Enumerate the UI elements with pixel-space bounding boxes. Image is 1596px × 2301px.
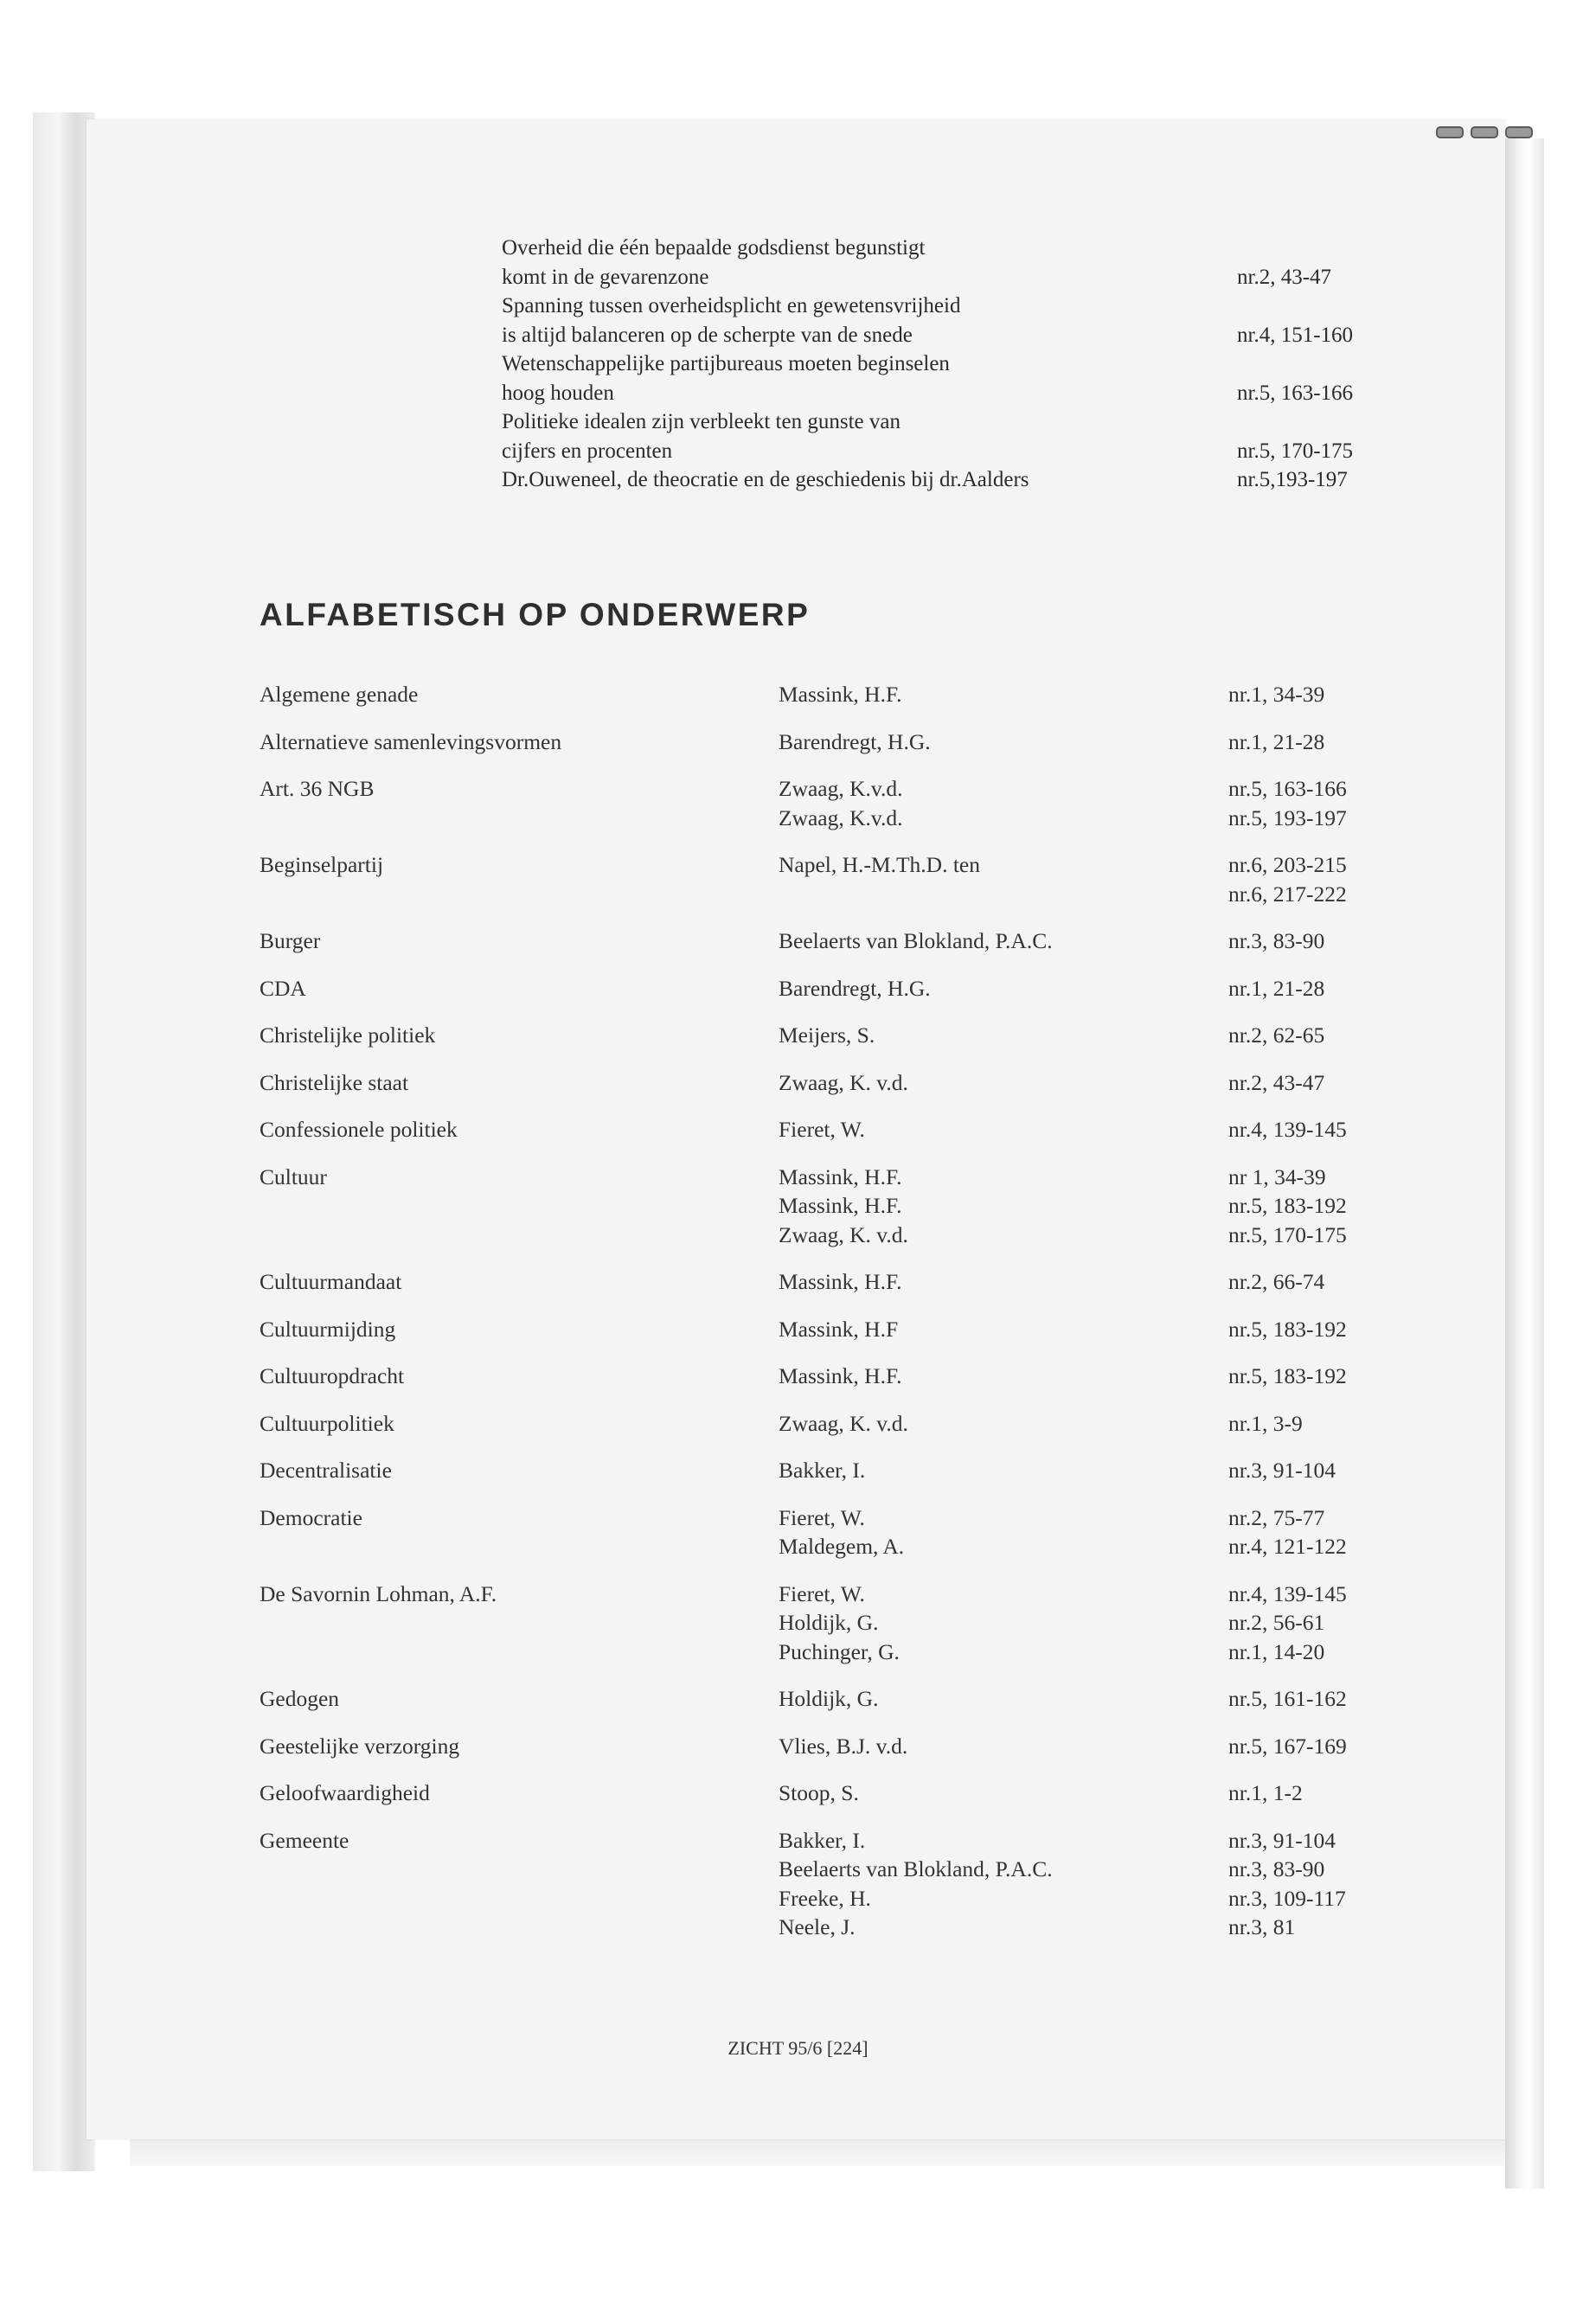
- index-entry: [260, 974, 1384, 1003]
- entry-author: Holdijk, G.: [779, 1686, 879, 1711]
- entry-refs: [1228, 1456, 1384, 1485]
- index-entry: [260, 1163, 1384, 1250]
- entry-refs: [1228, 1580, 1384, 1667]
- intro-row: [502, 349, 1384, 379]
- index-entry: [260, 1068, 1384, 1098]
- entry-ref: nr.5, 183-192: [1228, 1316, 1347, 1342]
- entry-authors: [779, 1684, 1228, 1714]
- entry-ref: nr.2, 56-61: [1228, 1610, 1325, 1635]
- entry-ref: nr.3, 91-104: [1228, 1458, 1336, 1483]
- intro-ref: [1237, 292, 1384, 321]
- entry-authors: [779, 1580, 1228, 1667]
- intro-row: [502, 234, 1384, 263]
- index-entry: [260, 1409, 1384, 1439]
- entry-subject: Cultuurpolitiek: [260, 1410, 394, 1436]
- index-entry: [260, 1267, 1384, 1297]
- entry-subject: Gedogen: [260, 1686, 340, 1711]
- entry-refs: [1228, 1409, 1384, 1439]
- entry-author: Vlies, B.J. v.d.: [779, 1733, 908, 1759]
- entry-refs: [1228, 1163, 1384, 1250]
- intro-row: [502, 292, 1384, 321]
- entry-authors: [779, 1115, 1228, 1144]
- intro-title-line: Overheid die één bepaalde godsdienst begunstigt: [502, 236, 926, 260]
- entry-subject: Decentralisatie: [260, 1458, 392, 1483]
- entry-ref: nr.4, 139-145: [1228, 1117, 1347, 1142]
- intro-ref: [1237, 234, 1384, 263]
- entry-author: Neele, J.: [779, 1914, 856, 1939]
- entry-subject: Gemeente: [260, 1827, 349, 1853]
- entry-author: Fieret, W.: [779, 1504, 865, 1530]
- entry-refs: [1228, 1684, 1384, 1714]
- section-heading: ALFABETISCH OP ONDERWERP: [260, 597, 811, 632]
- entry-author: Bakker, I.: [779, 1827, 866, 1853]
- intro-title-line: Politieke idealen zijn verbleekt ten gunste van: [502, 410, 901, 433]
- entry-author: Massink, H.F.: [779, 1363, 902, 1388]
- entry-ref: nr.4, 139-145: [1228, 1580, 1347, 1606]
- entry-author: Massink, H.F.: [779, 1163, 902, 1189]
- intro-title-line: komt in de gevarenzone: [502, 265, 709, 289]
- entry-ref: nr.6, 217-222: [1228, 881, 1347, 907]
- entry-subject: Cultuur: [260, 1163, 327, 1189]
- entry-authors: [779, 926, 1228, 956]
- entry-authors: [779, 1456, 1228, 1485]
- intro-ref: [1237, 407, 1384, 437]
- intro-title-line: cijfers en procenten: [502, 439, 673, 463]
- entry-authors: [779, 1021, 1228, 1050]
- entry-subject: Christelijke staat: [260, 1069, 409, 1095]
- intro-row: [502, 407, 1384, 437]
- entry-author: Barendregt, H.G.: [779, 728, 931, 754]
- intro-ref: nr.2, 43-47: [1237, 265, 1332, 289]
- index-entry: [260, 727, 1384, 757]
- index-entry: [260, 1826, 1384, 1942]
- entry-refs: [1228, 1779, 1384, 1808]
- entry-authors: [779, 1503, 1228, 1561]
- intro-list: [502, 234, 1384, 495]
- entry-authors: [779, 774, 1228, 832]
- entry-authors: [779, 727, 1228, 757]
- entry-authors: [779, 1267, 1228, 1297]
- entry-subject: Geloofwaardigheid: [260, 1780, 430, 1805]
- entry-author: Beelaerts van Blokland, P.A.C.: [779, 928, 1053, 953]
- entry-refs: [1228, 1503, 1384, 1561]
- entry-subject: Art. 36 NGB: [260, 776, 375, 801]
- intro-row: [502, 263, 1384, 292]
- entry-authors: [779, 1163, 1228, 1250]
- entry-subject: Christelijke politiek: [260, 1022, 436, 1048]
- entry-author: Holdijk, G.: [779, 1610, 879, 1635]
- entry-subject: Beginselpartij: [260, 852, 384, 877]
- intro-row: [502, 437, 1384, 466]
- index-entry: [260, 1503, 1384, 1561]
- page-footer: ZICHT 95/6 [224]: [727, 2037, 869, 2059]
- index-entry: [260, 1315, 1384, 1344]
- entry-subject: Confessionele politiek: [260, 1117, 458, 1142]
- page-stack-bottom-edge: [130, 2137, 1540, 2166]
- entry-authors: [779, 1779, 1228, 1808]
- entry-author: Napel, H.-M.Th.D. ten: [779, 852, 980, 877]
- entry-refs: [1228, 1021, 1384, 1050]
- intro-title-line: hoog houden: [502, 381, 614, 405]
- entry-ref: nr.5, 183-192: [1228, 1363, 1347, 1388]
- entry-refs: [1228, 850, 1384, 908]
- entry-author: Fieret, W.: [779, 1117, 865, 1142]
- index-entry: [260, 774, 1384, 832]
- entry-ref: nr.4, 121-122: [1228, 1534, 1347, 1559]
- entry-refs: [1228, 1315, 1384, 1344]
- entry-authors: [779, 850, 1228, 908]
- entry-ref: nr.1, 34-39: [1228, 682, 1325, 707]
- entry-author: Zwaag, K. v.d.: [779, 1069, 908, 1095]
- entry-refs: [1228, 1362, 1384, 1391]
- entry-author: Meijers, S.: [779, 1022, 875, 1048]
- entry-authors: [779, 1409, 1228, 1439]
- entry-authors: [779, 1826, 1228, 1942]
- entry-ref: nr.5, 163-166: [1228, 776, 1347, 801]
- entry-subject: Cultuurmijding: [260, 1316, 396, 1342]
- entry-author: Massink, H.F.: [779, 1269, 902, 1294]
- entry-author: Zwaag, K.v.d.: [779, 776, 903, 801]
- intro-row: [502, 465, 1384, 495]
- index-entry: [260, 1021, 1384, 1050]
- entry-subject: CDA: [260, 975, 306, 1001]
- index-entry: [260, 680, 1384, 709]
- entry-authors: [779, 1068, 1228, 1098]
- entry-author: Stoop, S.: [779, 1780, 859, 1805]
- entry-refs: [1228, 1826, 1384, 1942]
- entry-refs: [1228, 974, 1384, 1003]
- entry-ref: nr.2, 43-47: [1228, 1069, 1325, 1095]
- entry-author: Zwaag, K. v.d.: [779, 1410, 908, 1436]
- entry-authors: [779, 1732, 1228, 1761]
- intro-row: [502, 321, 1384, 350]
- entry-refs: [1228, 680, 1384, 709]
- entry-ref: nr.1, 3-9: [1228, 1410, 1303, 1436]
- intro-title-line: Wetenschappelijke partijbureaus moeten beginselen: [502, 352, 950, 375]
- entry-authors: [779, 680, 1228, 709]
- entry-ref: nr.1, 14-20: [1228, 1638, 1325, 1664]
- entry-author: Barendregt, H.G.: [779, 975, 931, 1001]
- entry-author: Zwaag, K. v.d.: [779, 1221, 908, 1247]
- binder-clip: [1436, 126, 1540, 138]
- entry-subject: Burger: [260, 928, 321, 953]
- entry-authors: [779, 1362, 1228, 1391]
- entry-ref: nr.1, 21-28: [1228, 728, 1325, 754]
- entry-refs: [1228, 1068, 1384, 1098]
- entry-ref: nr.3, 83-90: [1228, 1856, 1325, 1881]
- entry-ref: nr 1, 34-39: [1228, 1163, 1326, 1189]
- entry-author: Fieret, W.: [779, 1580, 865, 1606]
- entry-refs: [1228, 774, 1384, 832]
- entry-ref: nr.5, 183-192: [1228, 1193, 1347, 1218]
- entry-authors: [779, 974, 1228, 1003]
- entry-refs: [1228, 1732, 1384, 1761]
- entry-author: Freeke, H.: [779, 1885, 871, 1911]
- index-entry: [260, 1580, 1384, 1667]
- entry-subject: Alternatieve samenlevingsvormen: [260, 728, 562, 754]
- entry-author: Bakker, I.: [779, 1458, 866, 1483]
- intro-ref: [1237, 349, 1384, 379]
- entry-authors: [779, 1315, 1228, 1344]
- subject-index: [260, 680, 1384, 1960]
- entry-ref: nr.5, 161-162: [1228, 1686, 1347, 1711]
- entry-ref: nr.1, 21-28: [1228, 975, 1325, 1001]
- entry-refs: [1228, 727, 1384, 757]
- entry-subject: Cultuuropdracht: [260, 1363, 405, 1388]
- entry-author: Beelaerts van Blokland, P.A.C.: [779, 1856, 1053, 1881]
- entry-ref: nr.2, 66-74: [1228, 1269, 1325, 1294]
- entry-ref: nr.2, 62-65: [1228, 1022, 1325, 1048]
- index-entry: [260, 1779, 1384, 1808]
- entry-subject: Cultuurmandaat: [260, 1269, 402, 1294]
- entry-ref: nr.5, 167-169: [1228, 1733, 1347, 1759]
- entry-ref: nr.5, 193-197: [1228, 804, 1347, 830]
- entry-subject: Geestelijke verzorging: [260, 1733, 460, 1759]
- entry-refs: [1228, 1115, 1384, 1144]
- intro-row: [502, 379, 1384, 408]
- intro-ref: nr.4, 151-160: [1237, 323, 1354, 347]
- intro-ref: nr.5, 170-175: [1237, 439, 1354, 463]
- entry-ref: nr.3, 83-90: [1228, 928, 1325, 953]
- entry-ref: nr.3, 81: [1228, 1914, 1296, 1939]
- intro-ref: nr.5,193-197: [1237, 468, 1348, 491]
- entry-ref: nr.1, 1-2: [1228, 1780, 1303, 1805]
- intro-ref: nr.5, 163-166: [1237, 381, 1354, 405]
- index-entry: [260, 926, 1384, 956]
- entry-author: Puchinger, G.: [779, 1638, 900, 1664]
- index-entry: [260, 850, 1384, 908]
- entry-author: Massink, H.F: [779, 1316, 899, 1342]
- entry-author: Zwaag, K.v.d.: [779, 804, 903, 830]
- entry-author: Massink, H.F.: [779, 1193, 902, 1218]
- entry-author: Maldegem, A.: [779, 1534, 905, 1559]
- index-entry: [260, 1362, 1384, 1391]
- entry-ref: nr.5, 170-175: [1228, 1221, 1347, 1247]
- intro-title-line: Spanning tussen overheidsplicht en gewetensvrijheid: [502, 294, 961, 317]
- entry-refs: [1228, 926, 1384, 956]
- index-entry: [260, 1456, 1384, 1485]
- entry-refs: [1228, 1267, 1384, 1297]
- entry-ref: nr.3, 91-104: [1228, 1827, 1336, 1853]
- index-entry: [260, 1684, 1384, 1714]
- index-entry: [260, 1115, 1384, 1144]
- entry-subject: Algemene genade: [260, 682, 419, 707]
- index-entry: [260, 1732, 1384, 1761]
- entry-ref: nr.3, 109-117: [1228, 1885, 1346, 1911]
- entry-subject: De Savornin Lohman, A.F.: [260, 1580, 497, 1606]
- entry-ref: nr.6, 203-215: [1228, 852, 1347, 877]
- intro-title-line: is altijd balanceren op de scherpte van de snede: [502, 323, 913, 347]
- entry-subject: Democratie: [260, 1504, 362, 1530]
- entry-ref: nr.2, 75-77: [1228, 1504, 1325, 1530]
- page-stack-right-edge: [1505, 138, 1544, 2189]
- intro-title-line: Dr.Ouweneel, de theocratie en de geschiedenis bij dr.Aalders: [502, 468, 1029, 491]
- entry-author: Massink, H.F.: [779, 682, 902, 707]
